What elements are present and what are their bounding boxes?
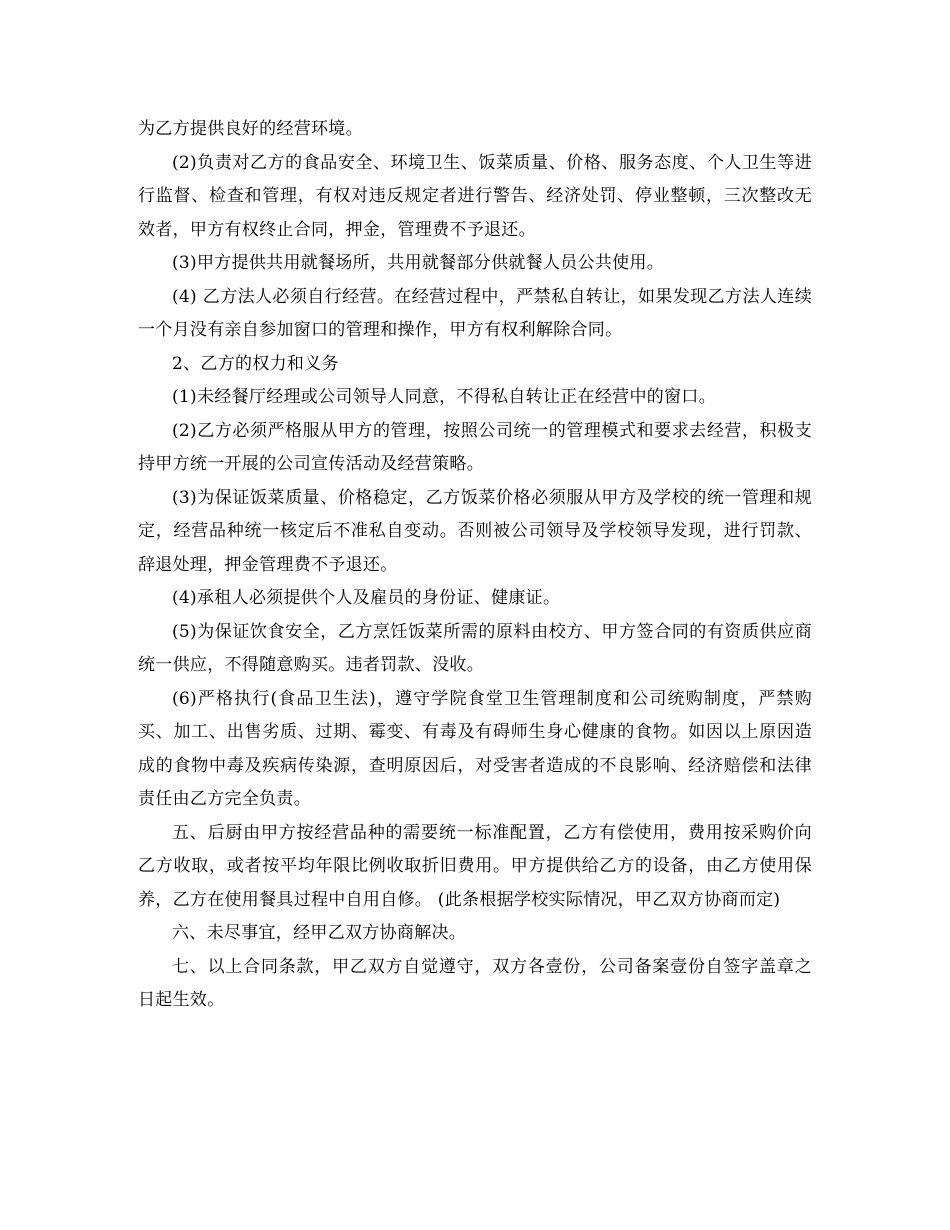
paragraph-1: 为乙方提供良好的经营环境。 <box>138 119 363 139</box>
paragraph-8: (3)为保证饭菜质量、价格稳定，乙方饭菜价格必须服从甲方及学校的统一管理和规定，经营品种统一核定后不准私自变动。否则被公司领导及学校领导发现，进行罚款、辞退处理，押金管理费不予退还。 <box>138 487 812 575</box>
paragraph-2: (2)负责对乙方的食品安全、环境卫生、饭菜质量、价格、服务态度、个人卫生等进行监督、检查和管理，有权对违反规定者进行警告、经济处罚、停业整顿，三次整改无效者，甲方有权终止合同，押金，管理费不予退还。 <box>138 152 812 240</box>
paragraph-9: (4)承租人必须提供个人及雇员的身份证、健康证。 <box>172 588 561 608</box>
paragraph-6: (1)未经餐厅经理或公司领导人同意，不得私自转让正在经营中的窗口。 <box>172 387 716 407</box>
clause-seven: 七、以上合同条款，甲乙双方自觉遵守，双方各壹份，公司备案壹份自签字盖章之日起生效。 <box>138 956 812 1010</box>
clause-five: 五、后厨由甲方按经营品种的需要统一标准配置，乙方有偿使用，费用按采购价向乙方收取，或者按平均年限比例收取折旧费用。甲方提供给乙方的设备，由乙方使用保养，乙方在使用餐具过程中自用自修。 (此条根据学校实际情况，甲乙双方协商而定) <box>138 822 812 910</box>
paragraph-11: (6)严格执行(食品卫生法)，遵守学院食堂卫生管理制度和公司统购制度，严禁购买、加工、出售劣质、过期、霉变、有毒及有碍师生身心健康的食物。如因以上原因造成的食物中毒及疾病传染源，查明原因后，对受害者造成的不良影响、经济赔偿和法律责任由乙方完全负责。 <box>138 688 812 809</box>
clause-six: 六、未尽事宜，经甲乙双方协商解决。 <box>172 923 467 943</box>
paragraph-3: (3)甲方提供共用就餐场所，共用就餐部分供就餐人员公共使用。 <box>172 253 665 273</box>
paragraph-7: (2)乙方必须严格服从甲方的管理，按照公司统一的管理模式和要求去经营，积极支持甲方统一开展的公司宣传活动及经营策略。 <box>138 420 812 474</box>
paragraph-10: (5)为保证饮食安全，乙方烹饪饭菜所需的原料由校方、甲方签合同的有资质供应商统一供应，不得随意购买。违者罚款、没收。 <box>138 621 812 675</box>
paragraph-4: (4) 乙方法人必须自行经营。在经营过程中，严禁私自转让，如果发现乙方法人连续一个月没有亲自参加窗口的管理和操作，甲方有权利解除合同。 <box>138 286 812 340</box>
section-heading-rights: 2、乙方的权力和义务 <box>172 353 339 374</box>
